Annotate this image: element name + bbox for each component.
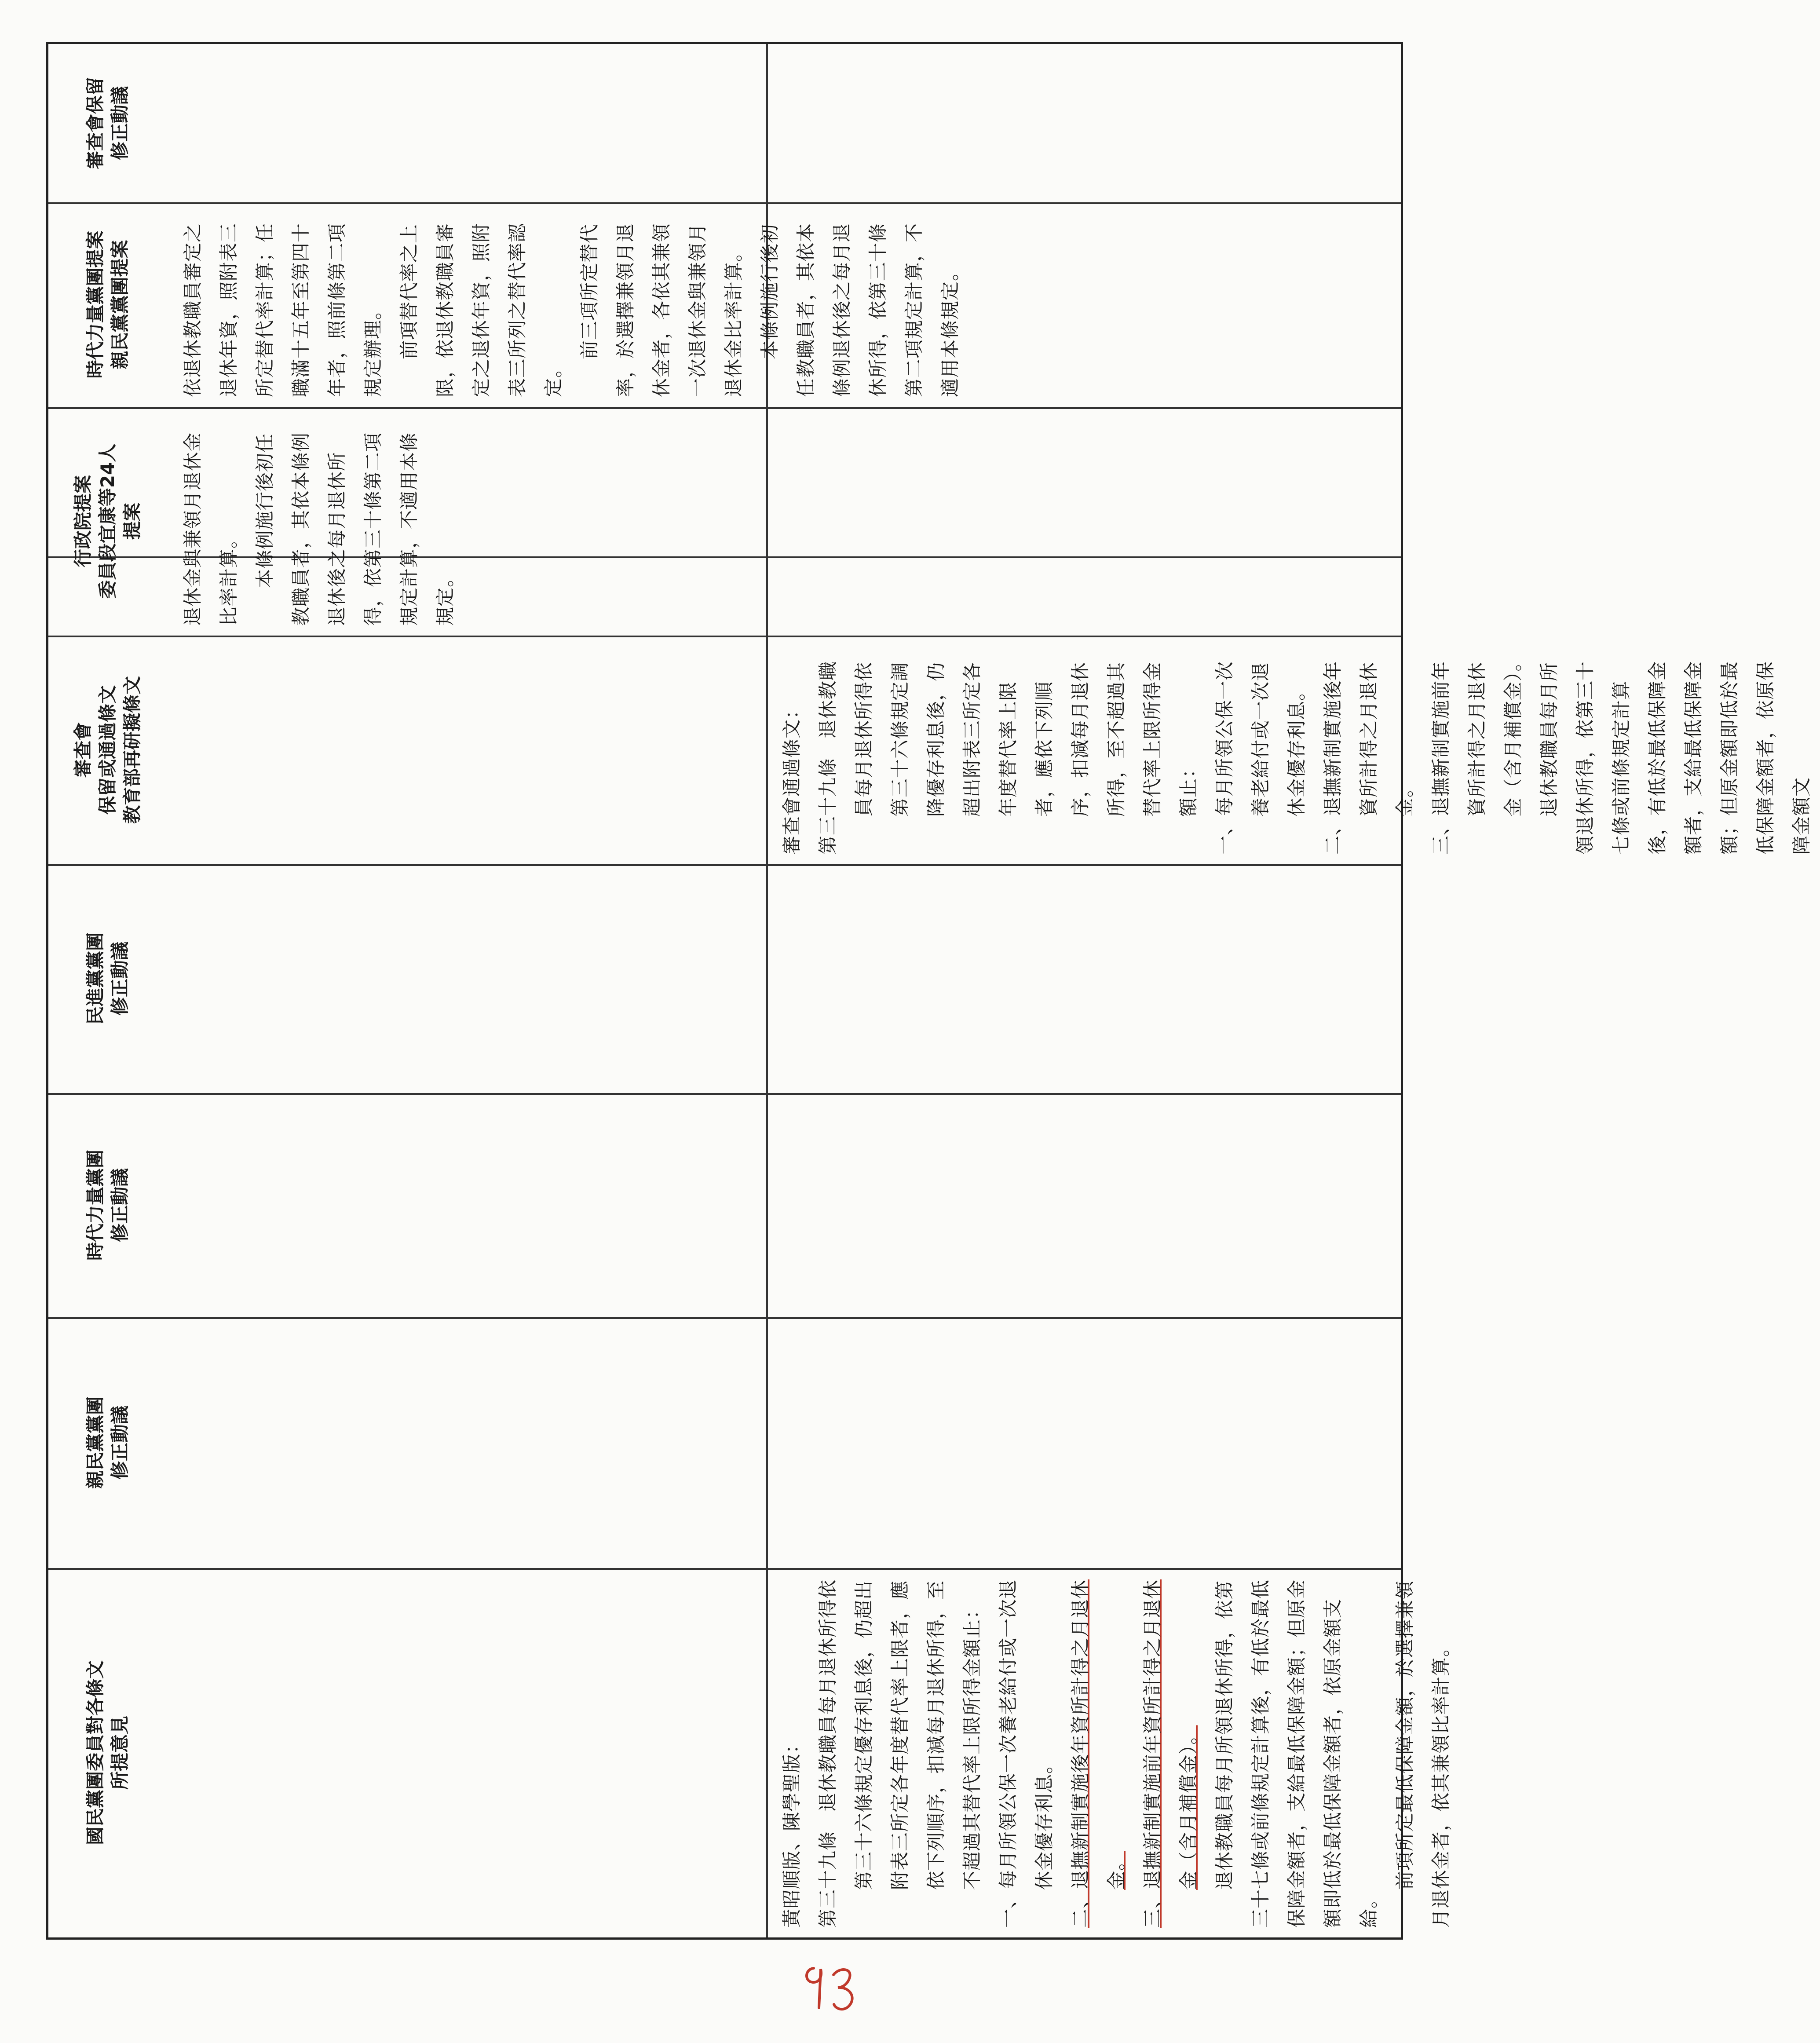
- paragraph: 退休教職員每月所領退休所得，依第三十七條或前條規定計算後，有低於最低保障金額者，支給最低保障金額；但原金額即低於最低保障金額者，依原保障金額文: [1539, 661, 1813, 855]
- lower-kmt-reps-text: [768, 1568, 1452, 1937]
- paragraph: 黃昭順版、陳學聖版：: [781, 1734, 803, 1928]
- paragraph: 本條例施行後初任教職員者，其依本條例退休後之每月退休所得，依第三十條第二項規定計算，不適用本條規定。: [759, 223, 961, 397]
- paragraph: 二、退撫新制實施後年資所計得之月退休金。: [1322, 661, 1416, 855]
- paragraph: 前項所定最低保障金額，於選擇兼領月退休金者，依其兼領比率計算。: [1394, 1580, 1452, 1928]
- paragraph: 前三項所定替代率，於選擇兼領月退休金者，各依其兼領一次退休金與兼領月退休金比率計算。: [579, 223, 745, 397]
- header-review-committee: 審查會 保留或通過條文 教育部再研擬條文: [72, 676, 143, 824]
- rotated-content: [48, 44, 1813, 1937]
- paragraph: 退休教職員每月所領退休所得，依第三十七條或前條規定計算後，有低於最低保障金額者，支給最低保障金額；但原金額即低於最低保障金額者，依原金額支給。: [1214, 1579, 1380, 1928]
- header-executive-yuan: 行政院提案 委員段宜康等24人 提案: [72, 443, 143, 599]
- header-dpp-caucus: 民進黨黨團 修正動議: [84, 932, 131, 1025]
- paragraph: 依退休教職員審定之退休年資，照附表三所定替代率計算；任職滿十五年至第四十年者，照前條第二項規定辦理。: [182, 223, 384, 397]
- header-pfp-caucus: 親民黨黨團 修正動議: [84, 1396, 131, 1489]
- underlined-text: 二、退撫新制實施後年資所計得之月退休金。: [1070, 1579, 1128, 1928]
- underlined-text: 三、退撫新制實施前年資所計得之月退休金（含月補償金）。: [1142, 1579, 1200, 1928]
- paragraph: 審查會通過條文：: [781, 700, 803, 855]
- handwritten-page-number: [796, 1955, 875, 2021]
- paragraph: 三、退撫新制實施前年資所計得之月退休金（含月補償金）。: [1430, 652, 1524, 855]
- upper-executive-yuan-text: [169, 407, 765, 636]
- paragraph: 本條例施行後初任教職員者，其依本條例退休後之每月退休所得，依第三十條第二項規定計算，不適用本條規定。: [254, 432, 457, 626]
- comparison-table: [46, 42, 1813, 1940]
- paragraph: 一、每月所領公保一次養老給付或一次退休金優存利息。: [1214, 661, 1308, 855]
- paragraph: 前項替代率之上限，依退休教職員審定之退休年資，照附表三所列之替代率認定。: [398, 223, 565, 397]
- lower-review-committee-text: [768, 636, 1813, 864]
- paragraph: 退休金與兼領月退休金比率計算。: [182, 432, 240, 626]
- header-kmt-reps: 國民黨團委員對各條文 所提意見: [84, 1660, 131, 1846]
- paragraph: [1135, 1578, 1207, 1928]
- paragraph: 第三十九條 退休教職員每月退休所得依第三十六條規定優存利息後，仍超出附表三所定各年度替代率上限者，應依下列順序，扣減每月退休所得，至不超過其替代率上限所得金額止：: [817, 1579, 983, 1928]
- header-npp-caucus: 時代力量黨團 修正動議: [84, 1150, 131, 1261]
- header-npp-pfp-proposal: 時代力量黨團提案 親民黨黨團提案: [84, 230, 131, 379]
- upper-npp-pfp-text: [169, 202, 961, 407]
- paragraph: 第三十九條 退休教職員每月退休所得依第三十六條規定調降優存利息後，仍超出附表三所定各年度替代率上限者，應依下列順序，扣減每月退休所得，至不超過其替代率上限所得金額止：: [817, 661, 1200, 855]
- paragraph: [1063, 1578, 1135, 1928]
- paragraph: 一、每月所領公保一次養老給付或一次退休金優存利息。: [998, 1579, 1056, 1928]
- header-review-reserved: 審查會保留 修正動議: [84, 77, 131, 170]
